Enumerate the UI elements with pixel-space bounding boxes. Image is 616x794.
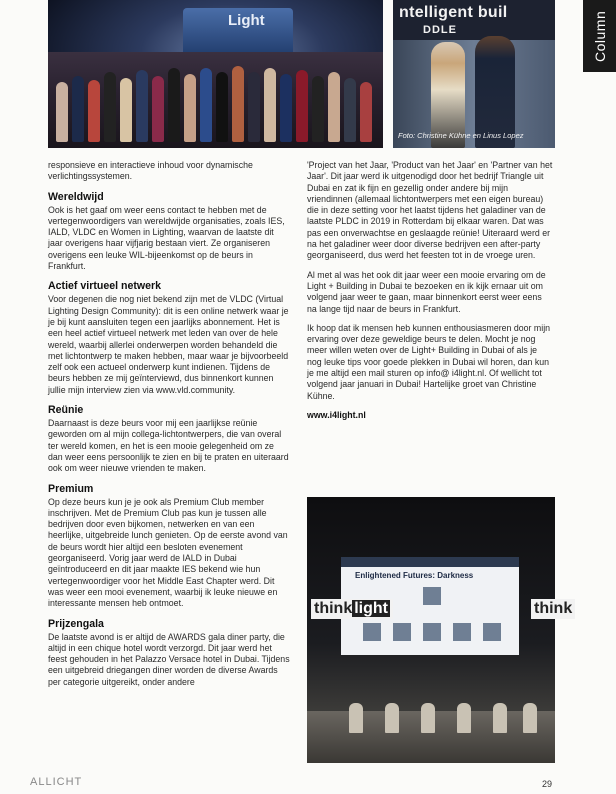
paragraph: De laatste avond is er altijd de AWARDS gala diner party, die altijd in een chique hotel wordt verzorgd. Dit jaar werd het feest gehouden in het Palazzo Versace hotel in Dubai. Tijdens een uitgebreid driegangen diner worden de diverse Awards per categorie uitgereikt, onder andere	[48, 631, 290, 687]
paragraph: 'Project van het Jaar, 'Product van het Jaar' en 'Partner van het Jaar'. Dit jaar werd ik uitgenodigd door het bedrijf Triangle uit Dubai en zat ik fijn en gezellig onder andere bij mijn vriendinnen (allemaal lichtontwerpers met een eigen bureau) die in deze setting voor het laatst tijdens het galadiner van de laatste PLDC in 2019 in Rotterdam bij elkaar waren. Dat was pas een onverwachtse en geslaagde reünie! Uiteraard werd er na het galadiner weer door diverse bedrijven een after-party georganiseerd, dus werd het feesten tot in de vroege uren.	[307, 160, 553, 261]
portrait-photo	[393, 0, 555, 148]
section-heading: Reünie	[48, 404, 84, 417]
paragraph: Ik hoop dat ik mensen heb kunnen enthousiasmeren door mijn ervaring over deze geweldige beurs te delen. Mocht je nog meer willen weten over de Light+ Building in Dubai of als je nog leuke tips voor goede plekken in Dubai wil horen, dan kun je me altijd een mail sturen op info@ i4light.nl. Of wellicht tot volgend jaar januari in Dubai! Hartelijke groet van Christine Kühne.	[307, 322, 551, 401]
speaker-photo	[423, 587, 441, 605]
thinklight-sign-right: think	[531, 599, 575, 619]
panelist	[349, 703, 363, 733]
left-text-column	[48, 160, 290, 696]
section-heading: Wereldwijd	[48, 190, 104, 203]
paragraph: Daarnaast is deze beurs voor mij een jaarlijkse reünie geworden om al mijn collega-lichtontwerpers, die van overal ter wereld komen, en het is een mooie gelegenheid om ze dan weer eens persoonlijk te zien en bij te praten en uiteraard ook om weer nieuwe vrienden te maken.	[48, 418, 289, 474]
section-tab	[583, 0, 616, 72]
stage-screen-text: Light	[228, 12, 265, 29]
section-heading: Actief virtueel netwerk	[48, 280, 162, 293]
panelist	[493, 703, 507, 733]
screen-header-bar	[341, 557, 519, 567]
screen-title: Enlightened Futures: Darkness	[355, 571, 474, 580]
photo-credit: Foto: Christine Kühne en Linus Lopez	[398, 131, 524, 140]
panelist	[385, 703, 399, 733]
paragraph: Ook is het gaaf om weer eens contact te hebben met de vertegenwoordigers van wereldwijde organisaties, zoals IES, IALD, VLDC en Women in Lighting, waarvan de laatste dit jaar overigens haar vijfjarig bestaan viert. Ze organiseren overigens een leuke WIL-bijeenkomst op de beurs in Frankfurt.	[48, 204, 285, 272]
banner-subtext: DDLE	[423, 24, 457, 36]
panelist	[457, 703, 471, 733]
thinklight-sign-left: think light	[311, 599, 393, 619]
speaker-photo	[423, 623, 441, 641]
paragraph: Voor degenen die nog niet bekend zijn met de VLDC (Virtual Lighting Design Community): dit is een online netwerk waar je je bij kunt aansluiten tegen een jaarlijks abonnement. Het is een heel actief virtueel netwerk met leden van over de hele wereld, waarbij allerlei onderwerpen worden behandeld die met lichtontwerp te maken hebben, maar waar je bijvoorbeeld zelf ook een actueel onderwerp kunt indienen. Tijdens de beurs hebben ze mij geïnterviewd, dus binnenkort kunnen jullie mijn interview zien via www.vld.community.	[48, 294, 289, 395]
speaker-photo	[393, 623, 411, 641]
paragraph: Op deze beurs kun je je ook als Premium Club member inschrijven. Met de Premium Club pas kun je tussen alle bedrijven door even bijkomen, netwerken en van een heerlijke, uitgebreide lunch genieten. Op de eerste avond van de beurs wordt hier altijd een besloten evenement georganiseerd. Vorig jaar werd de IALD in Dubai geïntroduceerd en dit jaar maakte IES bekend wie hun vertegenwoordiger voor het Middle East Chapter werd. Dit was weer een mooi evenement, waarbij ik leuke nieuwe en interessante mensen heb ontmoet.	[48, 496, 288, 609]
right-text-column	[307, 160, 553, 429]
speaker-photo	[483, 623, 501, 641]
panel-stage-photo	[307, 497, 573, 763]
banner-text: ntelligent buil	[399, 4, 508, 21]
crowd	[48, 52, 383, 148]
section-heading: Prijzengala	[48, 617, 104, 630]
website-link: www.i4light.nl	[307, 409, 366, 420]
page-number: 29	[542, 779, 553, 789]
panelist	[523, 703, 537, 733]
magazine-logo: ALLICHT	[30, 776, 83, 788]
speaker-photo	[453, 623, 471, 641]
section-heading: Premium	[48, 482, 94, 495]
section-tab-label: Column	[592, 10, 608, 62]
paragraph: Al met al was het ook dit jaar weer een mooie ervaring om de Light + Building in Dubai te bezoeken en ik kijk ernaar uit om volgend jaar weer te gaan, maar binnenkort eerst weer eens na lange tijd naar de beurs in Frankfurt.	[307, 269, 546, 314]
gala-group-photo	[48, 0, 383, 148]
speaker-photo	[363, 623, 381, 641]
paragraph: responsieve en interactieve inhoud voor dynamische verlichtingssystemen.	[48, 160, 253, 182]
panelist	[421, 703, 435, 733]
